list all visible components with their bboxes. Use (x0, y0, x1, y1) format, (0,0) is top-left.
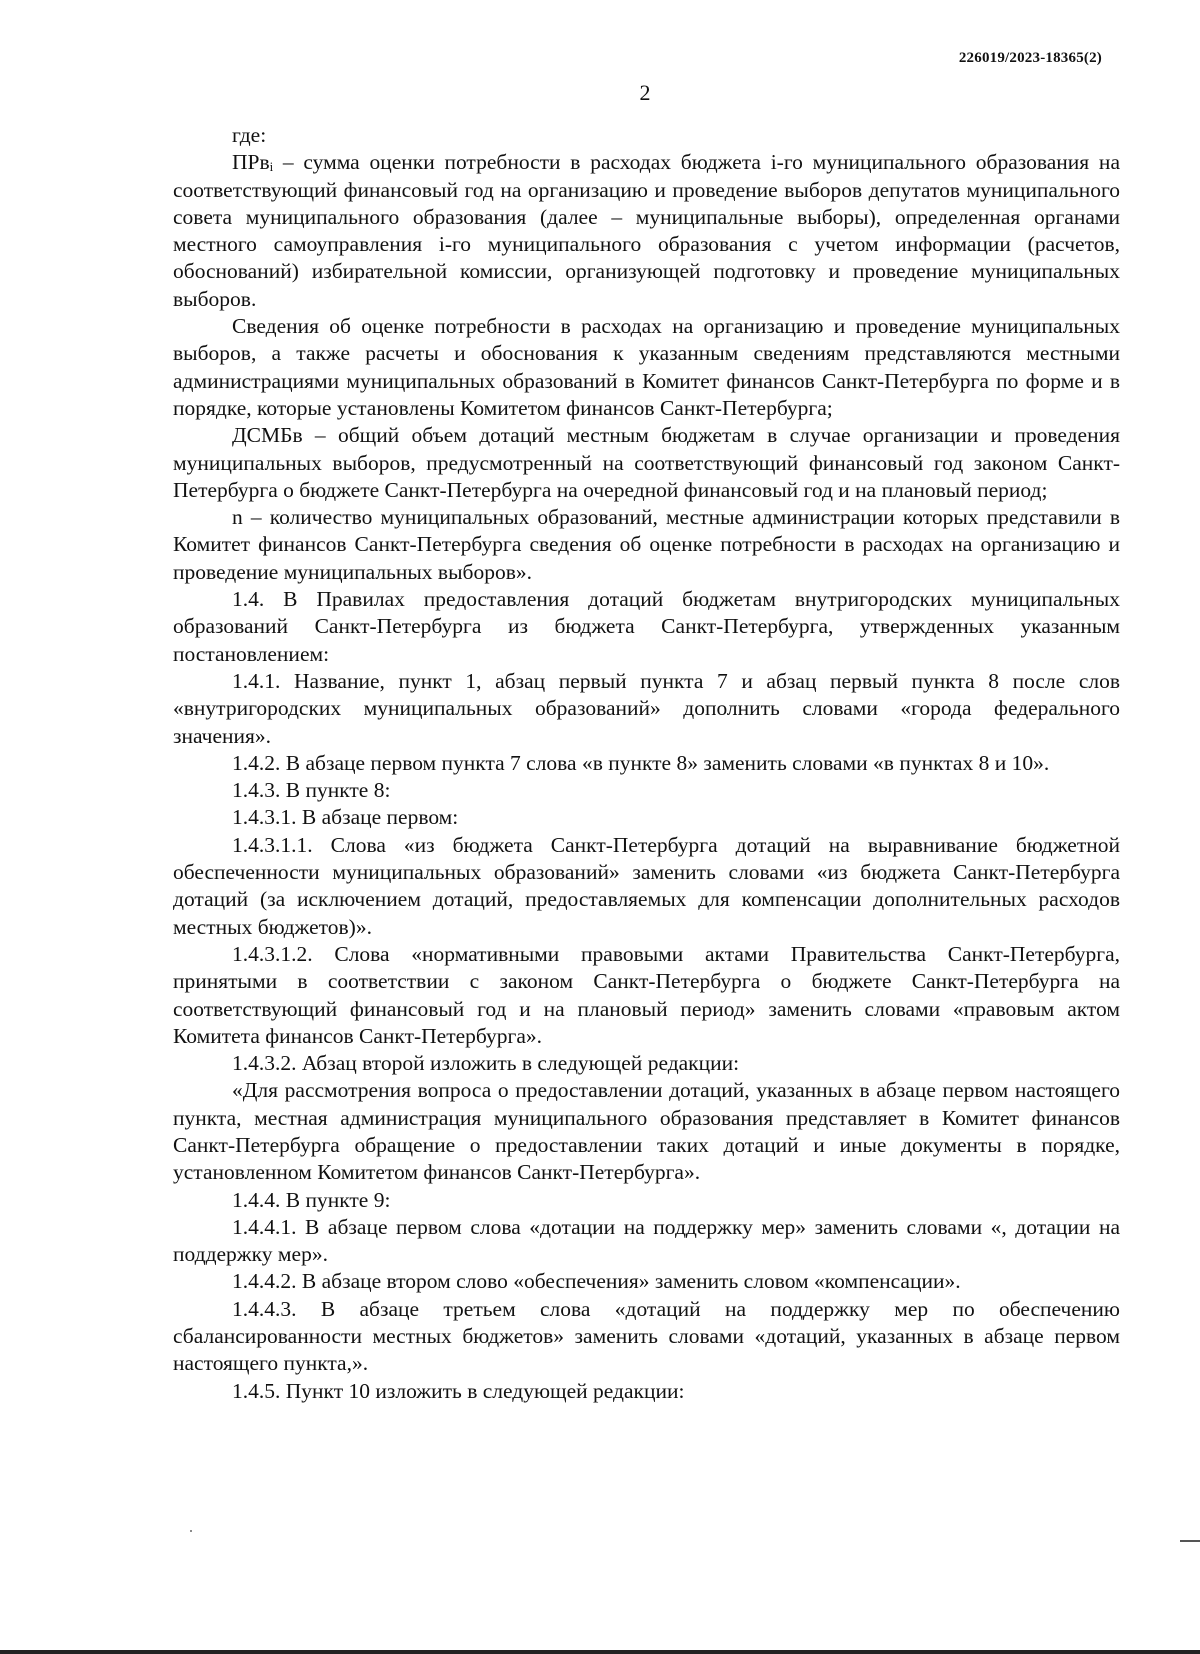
scan-edge-mark (1180, 1540, 1200, 1542)
paragraph-1-4-4: 1.4.4. В пункте 9: (232, 1187, 391, 1212)
paragraph-1-4-3-1: 1.4.3.1. В абзаце первом: (232, 805, 459, 830)
paragraph-quoted-abzac: «Для рассмотрения вопроса о предоставлении дотаций, указанных в абзаце первом настоящего пункта, местная администрация муниципального образования представляет в Комитет финансов Санкт-Петербурга обращение о предоставлении таких дотаций и иные документы в порядке, установленном Комитетом финансов Санкт-Петербурга». (173, 1078, 1120, 1185)
paragraph-1-4-4-1: 1.4.4.1. В абзаце первом слова «дотации на поддержку мер» заменить словами «, дотации на поддержку мер». (173, 1214, 1120, 1267)
paragraph-info-submission: Сведения об оценке потребности в расходах на организацию и проведение муниципальных выборов, а также расчеты и обоснования к указанным сведениям представляются местными администрациями муниципальных образований в Комитет финансов Санкт-Петербурга по форме и в порядке, которые установлены Комитетом финансов Санкт-Петербурга; (173, 314, 1120, 420)
paragraph-1-4-3-2: 1.4.3.2. Абзац второй изложить в следующей редакции: (232, 1051, 740, 1076)
paragraph-prv-definition: ПРвᵢ – сумма оценки потребности в расходах бюджета i-го муниципального образования на соответствующий финансовый год на организацию и проведение выборов депутатов муниципального совета муниципального образования (далее – муниципальные выборы), определенная органами местного самоуправления i-го муниципального образования с учетом информации (расчетов, обоснований) избирательной комиссии, организующей подготовку и проведение муниципальных выборов. (173, 150, 1120, 311)
paragraph-1-4-4-2: 1.4.4.2. В абзаце втором слово «обеспечения» заменить словом «компенсации». (232, 1269, 961, 1294)
paragraph-n-definition: n – количество муниципальных образований, местные администрации которых представили в Комитет финансов Санкт-Петербурга сведения об оценке потребности в расходах на организацию и проведение муниципальных выборов». (173, 505, 1120, 584)
paragraph-1-4: 1.4. В Правилах предоставления дотаций бюджетам внутригородских муниципальных образований Санкт-Петербурга из бюджета Санкт-Петербурга, утвержденных указанным постановлением: (173, 587, 1120, 666)
paragraph-1-4-3-1-1: 1.4.3.1.1. Слова «из бюджета Санкт-Петербурга дотаций на выравнивание бюджетной обеспеченности муниципальных образований» заменить словами «из бюджета Санкт-Петербурга дотаций (за исключением дотаций, предоставляемых для компенсации дополнительных расходов местных бюджетов)». (173, 832, 1120, 939)
paragraph-1-4-3-1-2: 1.4.3.1.2. Слова «нормативными правовыми актами Правительства Санкт-Петербурга, принятыми в соответствии с законом Санкт-Петербурга о бюджете Санкт-Петербурга на соответствующий финансовый год и на плановый период» заменить словами «правовым актом Комитета финансов Санкт-Петербурга». (173, 941, 1120, 1048)
page-number: 2 (639, 80, 651, 105)
paragraph-1-4-2: 1.4.2. В абзаце первом пункта 7 слова «в пункте 8» заменить словами «в пунктах 8 и 10». (232, 750, 1050, 775)
document-body (173, 122, 1120, 1405)
scan-speck (190, 1530, 192, 1532)
paragraph-1-4-4-3: 1.4.4.3. В абзаце третьем слова «дотаций на поддержку мер по обеспечению сбалансированности местных бюджетов» заменить словами «дотаций, указанных в абзаце первом настоящего пункта,». (173, 1296, 1120, 1376)
document-registration-number: 226019/2023-18365(2) (958, 50, 1102, 66)
paragraph-1-4-3: 1.4.3. В пункте 8: (232, 778, 391, 803)
paragraph-1-4-1: 1.4.1. Название, пункт 1, абзац первый пункта 7 и абзац первый пункта 8 после слов «внутригородских муниципальных образований» дополнить словами «города федерального значения». (173, 668, 1120, 748)
paragraph-dsmb-definition: ДСМБв – общий объем дотаций местным бюджетам в случае организации и проведения муниципальных выборов, предусмотренный на соответствующий финансовый год законом Санкт-Петербурга о бюджете Санкт-Петербурга на очередной финансовый год и на плановый период; (173, 423, 1120, 502)
paragraph-where: где: (232, 123, 267, 147)
paragraph-1-4-5: 1.4.5. Пункт 10 изложить в следующей редакции: (232, 1378, 685, 1403)
scan-bottom-border (0, 1650, 1200, 1654)
